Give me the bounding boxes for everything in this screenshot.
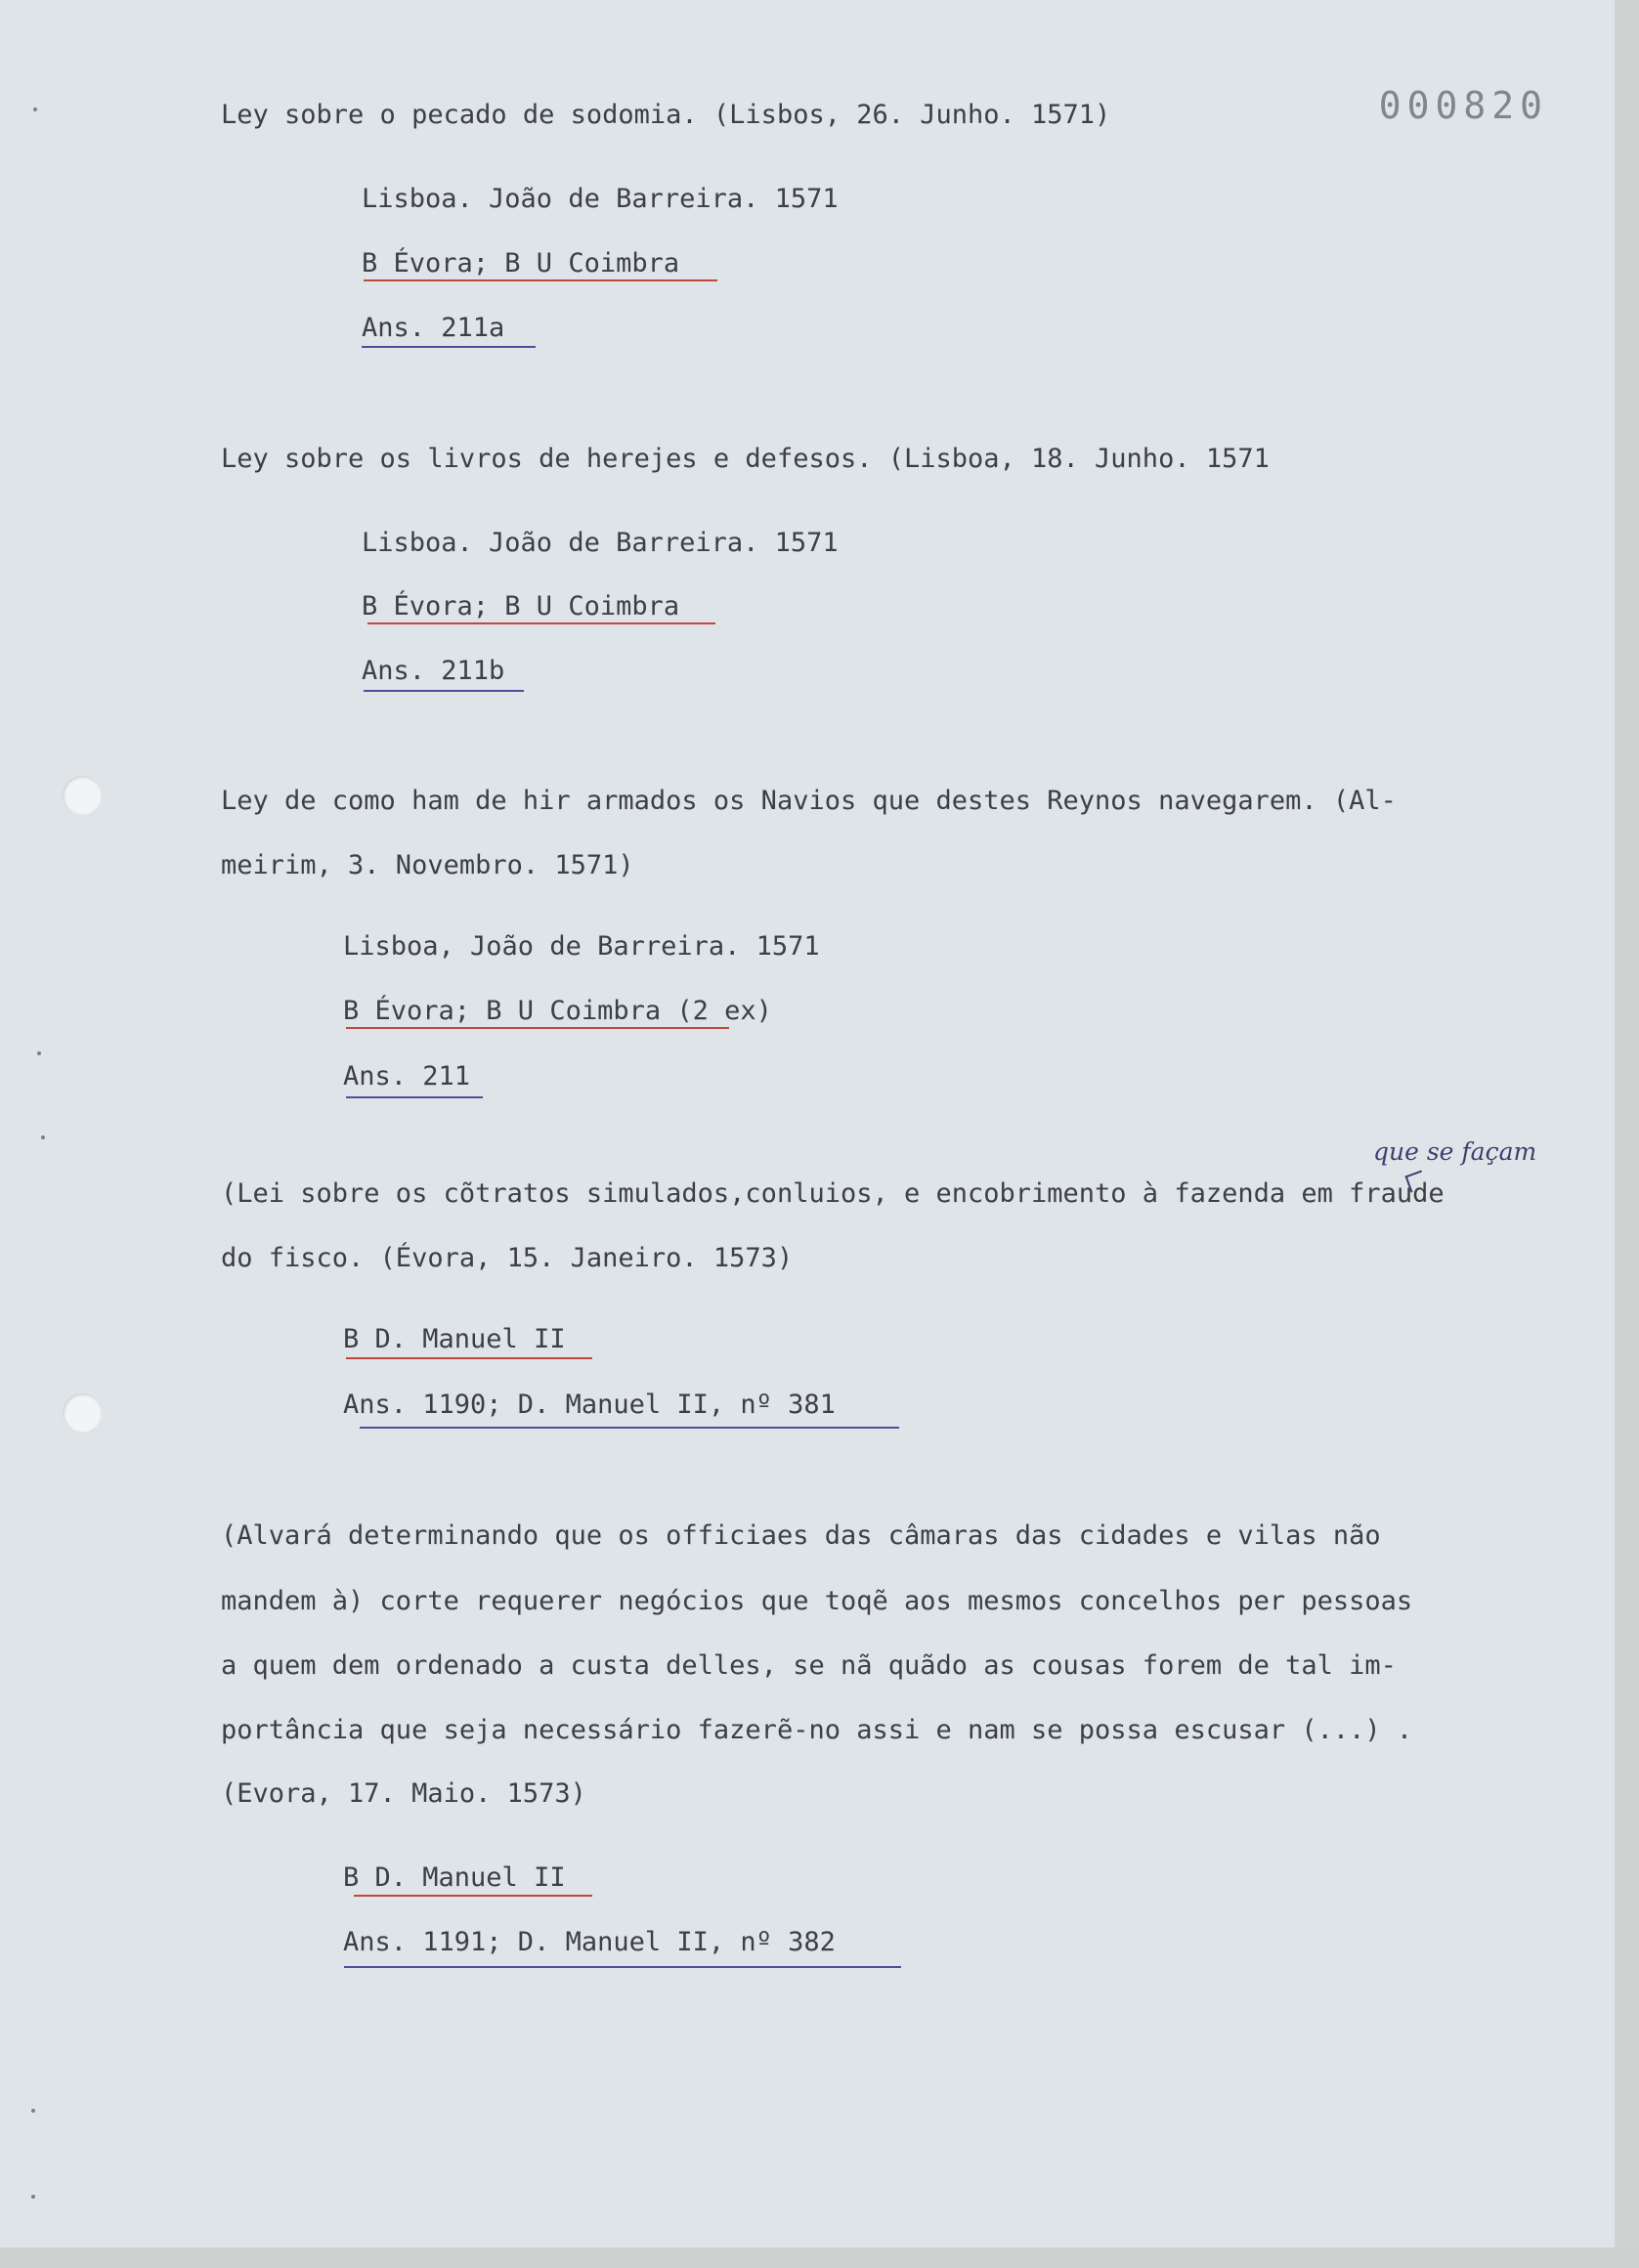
margin-speck	[37, 1051, 41, 1055]
entry-5-title-line-5: (Evora, 17. Maio. 1573)	[221, 1778, 586, 1809]
entry-5-reference-underline	[344, 1966, 901, 1968]
punch-hole	[63, 776, 102, 815]
entry-1-locations-underline	[364, 279, 717, 281]
entry-3-printer: Lisboa, João de Barreira. 1571	[343, 931, 820, 962]
handwritten-insertion: que se façam	[1373, 1137, 1537, 1166]
entry-2-locations-underline	[367, 622, 715, 624]
punch-hole	[63, 1393, 102, 1433]
entry-5-title-line-3: a quem dem ordenado a custa delles, se nã quãdo as cousas forem de tal im-	[221, 1650, 1397, 1681]
entry-3-locations: B Évora; B U Coimbra (2 ex)	[343, 996, 772, 1026]
entry-4-title-line-1: (Lei sobre os cõtratos simulados,conluios, e encobrimento à fazenda em fraude	[221, 1178, 1445, 1209]
entry-1-locations: B Évora; B U Coimbra	[362, 248, 680, 278]
entry-2-printer: Lisboa. João de Barreira. 1571	[362, 528, 839, 558]
entry-4-reference-underline	[360, 1427, 899, 1429]
margin-speck	[31, 2109, 35, 2113]
margin-speck	[33, 107, 37, 111]
entry-5-reference: Ans. 1191; D. Manuel II, nº 382	[343, 1927, 836, 1957]
entry-2-reference-underline	[364, 690, 524, 692]
entry-5-locations-underline	[354, 1895, 592, 1897]
entry-4-locations: B D. Manuel II	[343, 1324, 566, 1354]
margin-speck	[31, 2195, 35, 2199]
entry-3-reference-underline	[346, 1096, 483, 1098]
entry-5-title-line-1: (Alvará determinando que os officiaes das câmaras das cidades e vilas não	[221, 1520, 1381, 1551]
entry-1-reference: Ans. 211a	[362, 313, 505, 343]
entry-5-title-line-2: mandem à) corte requerer negócios que toqẽ aos mesmos concelhos per pessoas	[221, 1586, 1413, 1616]
entry-3-reference: Ans. 211	[343, 1061, 471, 1091]
entry-2-reference: Ans. 211b	[362, 656, 505, 686]
archive-number: 000820	[1378, 84, 1548, 127]
margin-speck	[41, 1135, 45, 1139]
entry-4-reference: Ans. 1190; D. Manuel II, nº 381	[343, 1390, 836, 1420]
scan-edge-right	[1615, 0, 1639, 2268]
entry-1-printer: Lisboa. João de Barreira. 1571	[362, 184, 839, 214]
entry-5-locations: B D. Manuel II	[343, 1862, 566, 1893]
entry-2-title: Ley sobre os livros de herejes e defesos. (Lisboa, 18. Junho. 1571	[221, 444, 1270, 474]
entry-1-title: Ley sobre o pecado de sodomia. (Lisbos, 26. Junho. 1571)	[221, 100, 1111, 130]
entry-2-locations: B Évora; B U Coimbra	[362, 591, 680, 621]
entry-5-title-line-4: portância que seja necessário fazerẽ-no assi e nam se possa escusar (...) .	[221, 1715, 1413, 1745]
entry-4-title-line-2: do fisco. (Évora, 15. Janeiro. 1573)	[221, 1243, 794, 1273]
entry-4-locations-underline	[346, 1357, 592, 1359]
entry-3-locations-underline	[346, 1027, 729, 1029]
entry-3-title-line-1: Ley de como ham de hir armados os Navios que destes Reynos navegarem. (Al-	[221, 786, 1397, 816]
entry-1-reference-underline	[362, 346, 536, 348]
scan-edge-bottom	[0, 2247, 1639, 2268]
entry-3-title-line-2: meirim, 3. Novembro. 1571)	[221, 850, 634, 880]
